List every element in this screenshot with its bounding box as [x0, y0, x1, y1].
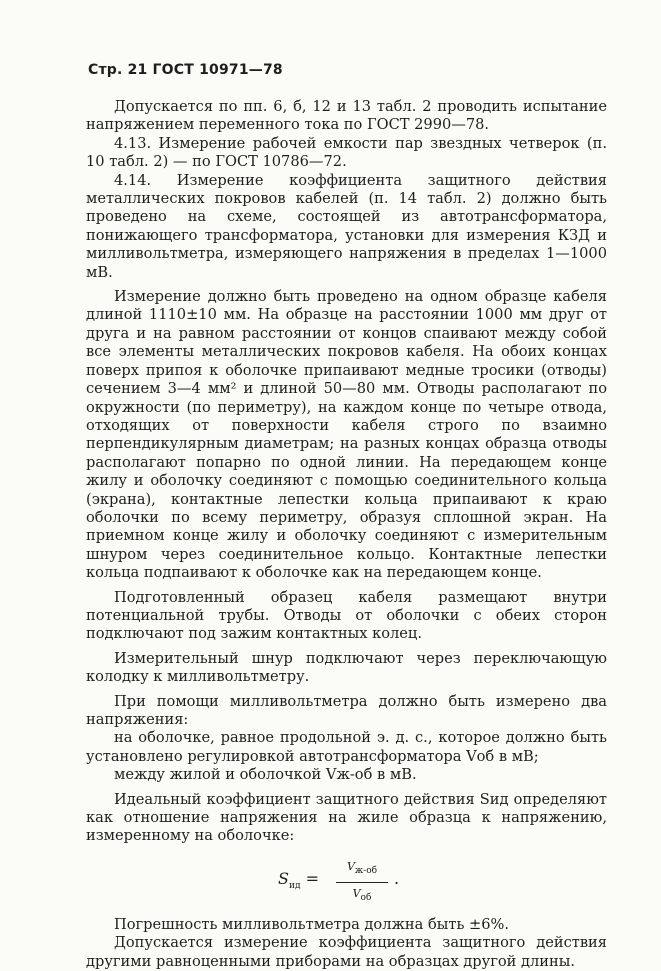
paragraph-core-voltage: между жилой и оболочкой Vж-об в мВ. [114, 766, 417, 784]
paragraph-4-13: 4.13. Измерение рабочей емкости пар звездных четверок (п. 10 табл. 2) — по ГОСТ 10786—72. [86, 134, 607, 171]
formula-kzd [86, 856, 607, 904]
body-text [86, 98, 607, 971]
page-header: Стр. 21 ГОСТ 10971—78 [88, 62, 283, 78]
paragraph-ideal-coefficient: Идеальный коэффициент защитного действия Sид определяют как отношение напряжения на жиле образца к напряжению, измеренному на оболочке: [86, 790, 607, 845]
paragraph-cord-connection: Измерительный шнур подключают через переключающую колодку к милливольтметру. [86, 649, 607, 686]
paragraph-measurement-procedure: Измерение должно быть проведено на одном образце кабеля длиной 1110±10 мм. На образце на расстоянии 1000 мм друг от друга и на равном расстоянии от концов спаивают между собой все элементы металлических покровов кабеля. На обоих концах поверх припоя к оболочке припаивают медные тросики (отводы) сечением 3—4 мм² и длиной 50—80 мм. Отводы располагают по окружности (по периметру), на каждом конце по четыре отвода, отходящих от поверхности кабеля строго по взаимно перпендикулярным диаметрам; на разных концах образца отводы располагают попарно по одной линии. На передающем конце жилу и оболочку соединяют с помощью соединительного кольца (экрана), контактные лепестки кольца припаивают к краю оболочки по всему периметру, образуя сплошной экран. На приемном конце жилу и оболочку соединяют с измерительным шнуром через соединительное кольцо. Контактные лепестки кольца подпаивают к оболочке как на передающем конце. [86, 288, 607, 582]
formula-end: . [394, 868, 400, 888]
formula-fraction [336, 858, 388, 908]
paragraph-two-voltages: При помощи милливольтметра должно быть измерено два напряжения: [86, 692, 607, 728]
paragraph-accuracy: Погрешность милливольтметра должна быть ±6%. [114, 915, 510, 933]
paragraph-sheath-voltage: на оболочке, равное продольной э. д. с., которое должно быть установлено регулировкой автотрансформатора Vоб в мВ; [86, 729, 607, 765]
paragraph-ac-test: Допускается по пп. 6, б, 12 и 13 табл. 2 проводить испытание напряжением переменного тока по ГОСТ 2990—78. [86, 98, 607, 134]
formula-lhs: $S_{ид}$ = [278, 868, 320, 892]
paragraph-sample-placement: Подготовленный образец кабеля размещают внутри потенциальной трубы. Отводы от оболочки с обеих сторон подключают под зажим контактных колец. [86, 588, 607, 643]
formula-numerator: $V_{ж-об}$ [336, 858, 388, 884]
formula-denominator: $V_{об}$ [352, 887, 372, 904]
paragraph-4-14: 4.14. Измерение коэффициента защитного действия металлических покровов кабелей (п. 14 табл. 2) должно быть проведено на схеме, состоящей из автотрансформатора, понижающего трансформатора, установки для измерения КЗД и милливольтметра, измеряющего напряжения в пределах 1—1000 мВ. [86, 171, 607, 281]
paragraph-alternative-devices: Допускается измерение коэффициента защитного действия другими равноценными приборами на образцах другой длины. [86, 934, 607, 970]
